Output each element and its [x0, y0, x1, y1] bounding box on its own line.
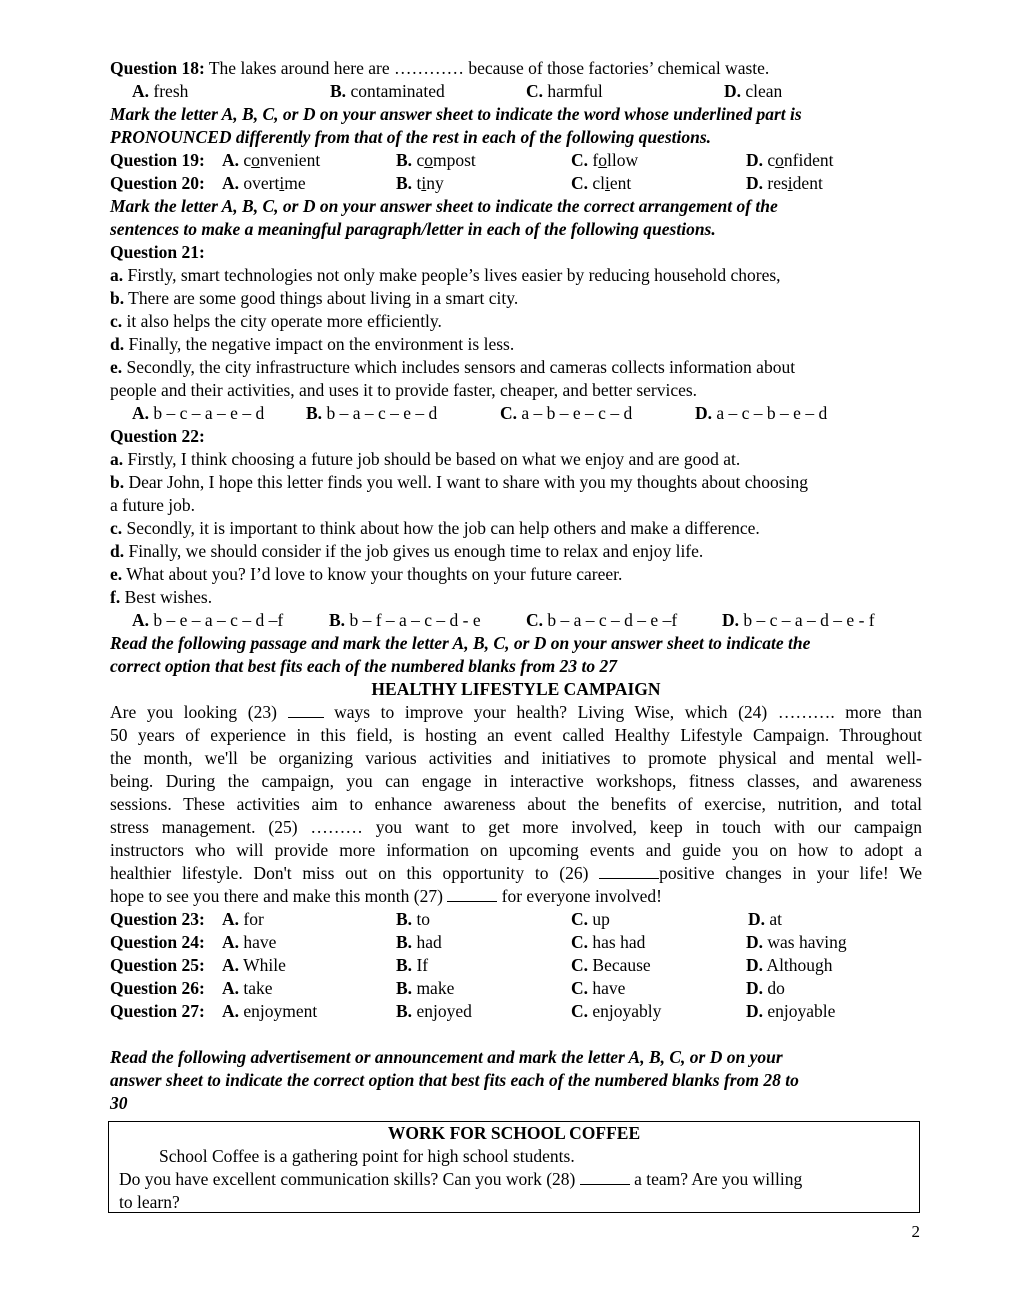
sentence-continuation: a future job.	[110, 495, 196, 515]
option-b[interactable]: B. had	[396, 932, 442, 952]
option-b[interactable]: B. make	[396, 978, 455, 998]
option-a[interactable]: A. convenient	[222, 150, 321, 170]
question-24	[110, 931, 922, 954]
passage-line: being. During the campaign, you can engage in interactive workshops, fitness classes, and awareness	[110, 771, 922, 791]
passage-line: sessions. These activities aim to enhance awareness about the benefits of exercise, nutrition, and total	[110, 794, 922, 814]
sentence-item: c. Secondly, it is important to think about how the job can help others and make a difference.	[110, 518, 760, 538]
sentence-item: d. Finally, we should consider if the job gives us enough time to relax and enjoy life.	[110, 541, 704, 561]
passage-line: healthier lifestyle. Don't miss out on this opportunity to (26) positive changes in your life! We	[110, 863, 922, 883]
question-label: Question 26:	[110, 978, 205, 998]
question-label: Question 27:	[110, 1001, 205, 1021]
option-b[interactable]: B. to	[396, 909, 431, 929]
advertisement-line: School Coffee is a gathering point for high school students.	[159, 1146, 575, 1166]
option-c[interactable]: C. follow	[571, 150, 639, 170]
blank-28[interactable]	[580, 1169, 630, 1185]
question-label: Question 19:	[110, 150, 205, 170]
sentence-item: f. Best wishes.	[110, 587, 213, 607]
option-c[interactable]: C. have	[571, 978, 626, 998]
page-number: 2	[911, 1222, 920, 1241]
advertisement-title: WORK FOR SCHOOL COFFEE	[387, 1123, 641, 1143]
option-c[interactable]: C. client	[571, 173, 632, 193]
sentence-item: d. Finally, the negative impact on the environment is less.	[110, 334, 515, 354]
blank-23[interactable]	[288, 702, 324, 718]
option-a[interactable]: A. b – c – a – e – d	[132, 403, 265, 423]
passage-line: stress management. (25) ……… you want to get more involved, keep in touch with our campaign	[110, 817, 922, 837]
sentence-item: e. What about you? I’d love to know your thoughts on your future career.	[110, 564, 623, 584]
sentence-item: a. Firstly, I think choosing a future job should be based on what we enjoy and are good at.	[110, 449, 741, 469]
option-b[interactable]: B. enjoyed	[396, 1001, 472, 1021]
option-a[interactable]: A. fresh	[132, 81, 189, 101]
sentence-item: c. it also helps the city operate more efficiently.	[110, 311, 442, 331]
advertisement-line: Do you have excellent communication skills? Can you work (28) a team? Are you willing	[119, 1169, 803, 1189]
passage-line: Are you looking (23) ways to improve your health? Living Wise, which (24) ………. more than	[110, 702, 922, 722]
option-d[interactable]: D. Although	[746, 955, 833, 975]
option-a[interactable]: A. While	[222, 955, 286, 975]
instruction-passage-2: correct option that best fits each of the numbered blanks from 23 to 27	[110, 656, 618, 676]
question-label: Question 23:	[110, 909, 205, 929]
option-b[interactable]: B. b – a – c – e – d	[306, 403, 438, 423]
option-d[interactable]: D. enjoyable	[746, 1001, 836, 1021]
exam-page	[110, 57, 922, 1115]
option-b[interactable]: B. contaminated	[330, 81, 445, 101]
question-22-options	[110, 609, 922, 632]
option-b[interactable]: B. If	[396, 955, 429, 975]
question-18-stem: Question 18: The lakes around here are ………… because of those factories’ chemical waste.	[110, 58, 770, 78]
question-19	[110, 149, 922, 172]
blank-26[interactable]	[599, 863, 659, 879]
option-d[interactable]: D. confident	[746, 150, 834, 170]
option-d[interactable]: D. clean	[724, 81, 783, 101]
sentence-item: b. Dear John, I hope this letter finds you well. I want to share with you my thoughts about choosing	[110, 472, 808, 492]
question-label: Question 24:	[110, 932, 205, 952]
passage-title: HEALTHY LIFESTYLE CAMPAIGN	[371, 679, 661, 699]
option-a[interactable]: A. overtime	[222, 173, 306, 193]
option-b[interactable]: B. b – f – a – c – d - e	[329, 610, 481, 630]
passage-line: hope to see you there and make this month (27) for everyone involved!	[110, 886, 663, 906]
option-c[interactable]: C. enjoyably	[571, 1001, 662, 1021]
instruction-arrangement-1: Mark the letter A, B, C, or D on your answer sheet to indicate the correct arrangement of the	[110, 196, 778, 216]
question-18-options	[110, 80, 922, 103]
option-a[interactable]: A. have	[222, 932, 277, 952]
question-27	[110, 1000, 922, 1023]
option-a[interactable]: A. for	[222, 909, 264, 929]
passage-line: the month, we'll be organizing various activities and initiatives to promote physical and mental well-	[110, 748, 922, 768]
instruction-pronunciation-2: PRONOUNCED differently from that of the rest in each of the following questions.	[110, 127, 712, 147]
option-c[interactable]: C. has had	[571, 932, 646, 952]
instruction-pronunciation-1: Mark the letter A, B, C, or D on your answer sheet to indicate the word whose underlined part is	[110, 104, 802, 124]
question-23	[110, 908, 922, 931]
question-26	[110, 977, 922, 1000]
question-21-label: Question 21:	[110, 242, 205, 262]
option-b[interactable]: B. compost	[396, 150, 476, 170]
option-a[interactable]: A. b – e – a – c – d –f	[132, 610, 284, 630]
option-d[interactable]: D. resident	[746, 173, 823, 193]
instruction-ad-1: Read the following advertisement or announcement and mark the letter A, B, C, or D on your	[110, 1047, 783, 1067]
question-label: Question 25:	[110, 955, 205, 975]
option-d[interactable]: D. at	[748, 909, 783, 929]
sentence-continuation: people and their activities, and uses it to provide faster, cheaper, and better services.	[110, 380, 698, 400]
question-25	[110, 954, 922, 977]
question-22-label: Question 22:	[110, 426, 205, 446]
option-d[interactable]: D. b – c – a – d – e - f	[722, 610, 875, 630]
option-c[interactable]: C. harmful	[526, 81, 603, 101]
sentence-item: e. Secondly, the city infrastructure which includes sensors and cameras collects information about	[110, 357, 796, 377]
advertisement-line: to learn?	[119, 1192, 180, 1212]
option-d[interactable]: D. was having	[746, 932, 847, 952]
option-d[interactable]: D. do	[746, 978, 785, 998]
option-a[interactable]: A. take	[222, 978, 273, 998]
question-label: Question 20:	[110, 173, 205, 193]
option-c[interactable]: C. Because	[571, 955, 651, 975]
sentence-item: b. There are some good things about living in a smart city.	[110, 288, 519, 308]
spacer	[110, 1023, 922, 1046]
advertisement-box	[108, 1121, 920, 1213]
question-label: Question 18:	[110, 58, 205, 78]
instruction-ad-3: 30	[110, 1093, 128, 1113]
passage-line: instructors who will provide more information on upcoming events and guide you on how to adopt a	[110, 840, 922, 860]
instruction-arrangement-2: sentences to make a meaningful paragraph/letter in each of the following questions.	[110, 219, 716, 239]
option-c[interactable]: C. a – b – e – c – d	[500, 403, 633, 423]
option-c[interactable]: C. b – a – c – d – e –f	[526, 610, 678, 630]
option-b[interactable]: B. tiny	[396, 173, 444, 193]
sentence-item: a. Firstly, smart technologies not only make people’s lives easier by reducing household chores,	[110, 265, 781, 285]
option-a[interactable]: A. enjoyment	[222, 1001, 318, 1021]
instruction-passage-1: Read the following passage and mark the letter A, B, C, or D on your answer sheet to indicate the	[110, 633, 811, 653]
instruction-ad-2: answer sheet to indicate the correct option that best fits each of the numbered blanks from 28 to	[110, 1070, 799, 1090]
question-20	[110, 172, 922, 195]
blank-27[interactable]	[447, 886, 497, 902]
question-21-options	[110, 402, 922, 425]
option-c[interactable]: C. up	[571, 909, 610, 929]
option-d[interactable]: D. a – c – b – e – d	[695, 403, 828, 423]
passage-line: 50 years of experience in this field, is hosting an event called Healthy Lifestyle Campaign. Throughout	[110, 725, 922, 745]
